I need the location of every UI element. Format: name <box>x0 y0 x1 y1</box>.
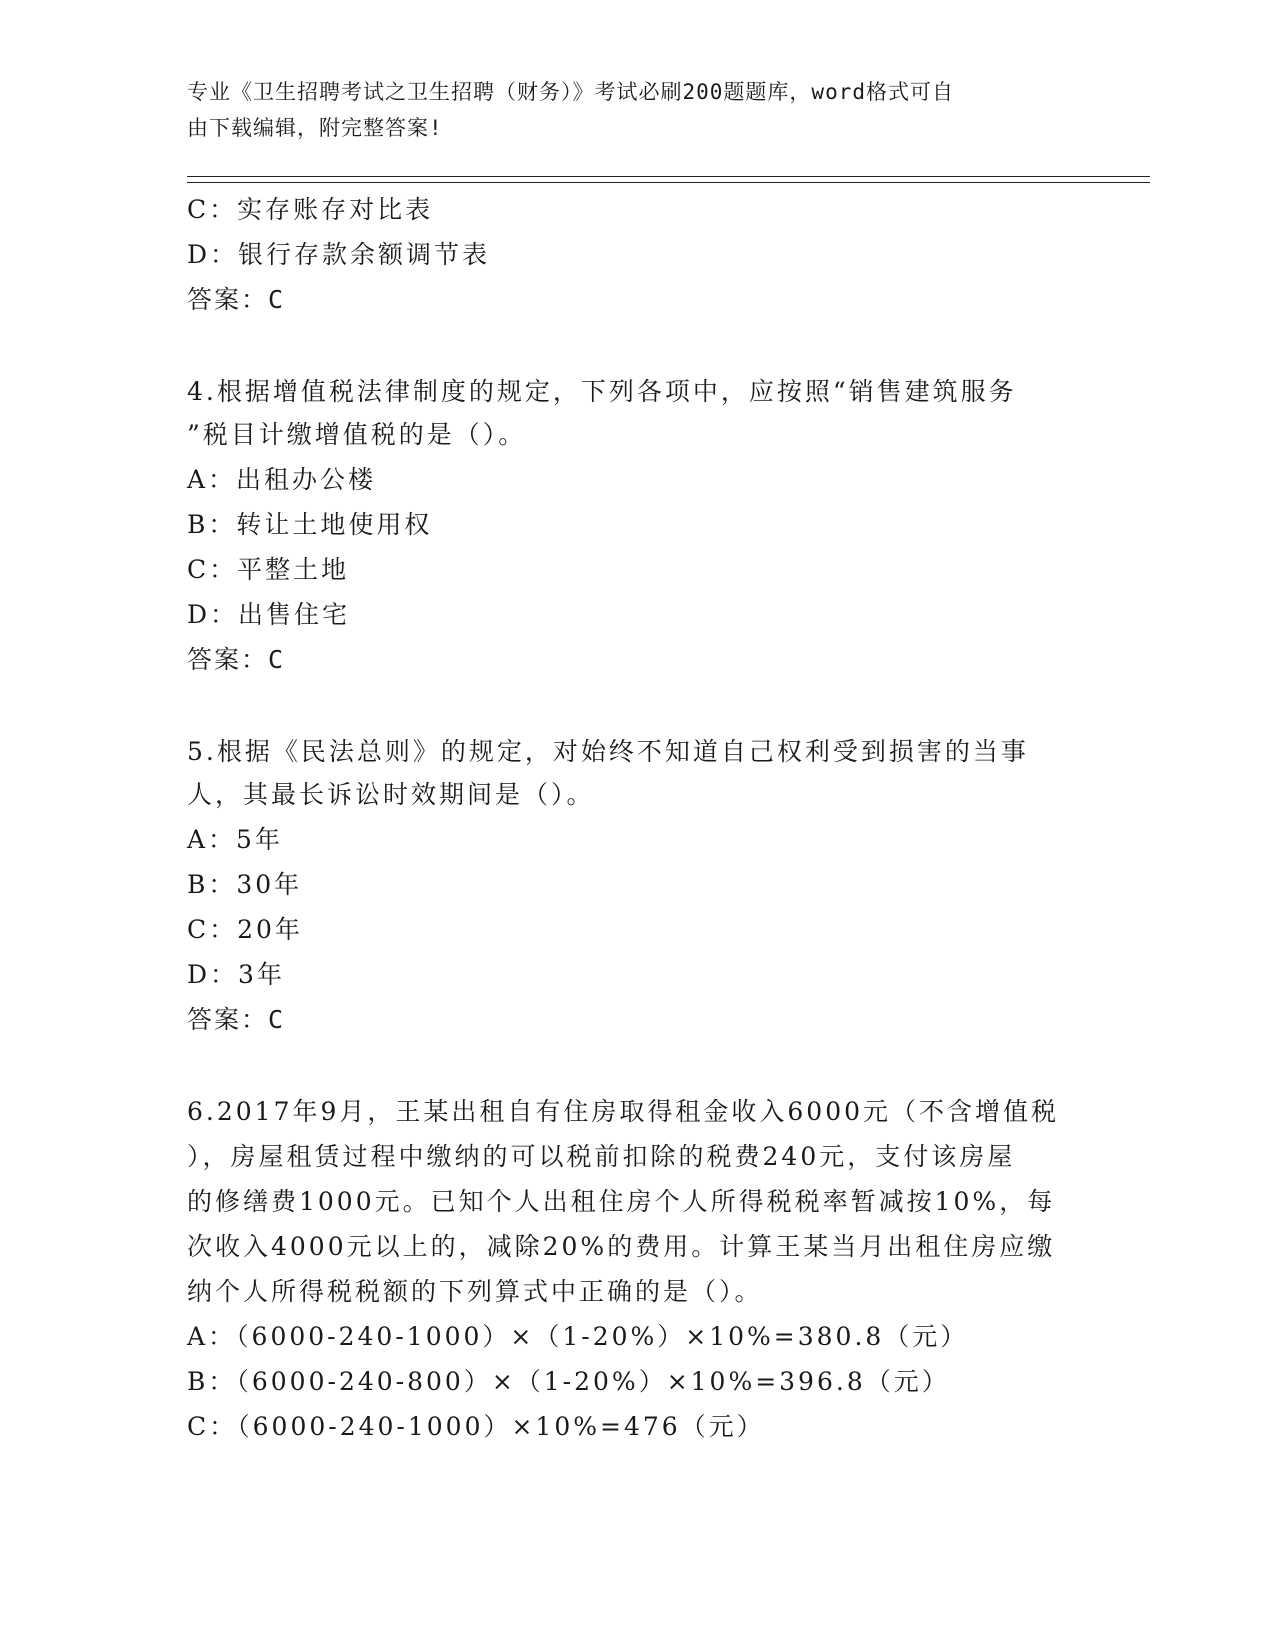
q5-answer: 答案：C <box>187 1005 286 1034</box>
q4-option-a: A：出租办公楼 <box>187 465 377 494</box>
q5-option-a: A：5年 <box>187 825 283 854</box>
q6-stem-line-5: 纳个人所得税税额的下列算式中正确的是（）。 <box>187 1277 763 1306</box>
q5-option-d: D：3年 <box>187 960 285 989</box>
header-line-1: 专业《卫生招聘考试之卫生招聘（财务）》考试必刷200题题库，word格式可自 <box>187 80 954 104</box>
q4-option-b: B：转让土地使用权 <box>187 510 433 539</box>
q4-option-d: D：出售住宅 <box>187 600 351 629</box>
q3-option-d: D：银行存款余额调节表 <box>187 240 491 269</box>
q5-stem-line-2: 人，其最长诉讼时效期间是（）。 <box>187 780 595 809</box>
q6-stem-line-2: ），房屋租赁过程中缴纳的可以税前扣除的税费240元，支付该房屋 <box>187 1142 1016 1171</box>
q6-stem-line-3: 的修缮费1000元。已知个人出租住房个人所得税税率暂减按10%，每 <box>187 1187 1056 1216</box>
q4-stem-line-2: ”税目计缴增值税的是（）。 <box>187 420 527 449</box>
header-divider-top <box>187 176 1150 177</box>
q5-stem-line-1: 5.根据《民法总则》的规定，对始终不知道自己权利受到损害的当事 <box>187 737 1029 766</box>
q6-option-b: B：（6000-240-800）×（1-20%）×10%=396.8（元） <box>187 1367 950 1396</box>
q6-stem-line-1: 6.2017年9月，王某出租自有住房取得租金收入6000元（不含增值税 <box>187 1097 1060 1126</box>
q4-answer: 答案：C <box>187 645 286 674</box>
header-line-2: 由下载编辑，附完整答案! <box>187 116 443 140</box>
q5-option-b: B：30年 <box>187 870 303 899</box>
q6-stem-line-4: 次收入4000元以上的，减除20%的费用。计算王某当月出租住房应缴 <box>187 1232 1056 1261</box>
q5-option-c: C：20年 <box>187 915 303 944</box>
q6-option-c: C：（6000-240-1000）×10%=476（元） <box>187 1412 765 1441</box>
q6-option-a: A：（6000-240-1000）×（1-20%）×10%=380.8（元） <box>187 1322 969 1351</box>
document-header <box>187 74 1067 146</box>
q3-answer: 答案：C <box>187 285 286 314</box>
header-divider-bottom <box>187 182 1150 183</box>
q4-option-c: C：平整土地 <box>187 555 350 584</box>
q3-option-c: C：实存账存对比表 <box>187 195 434 224</box>
q4-stem-line-1: 4.根据增值税法律制度的规定，下列各项中，应按照“销售建筑服务 <box>187 377 1017 406</box>
